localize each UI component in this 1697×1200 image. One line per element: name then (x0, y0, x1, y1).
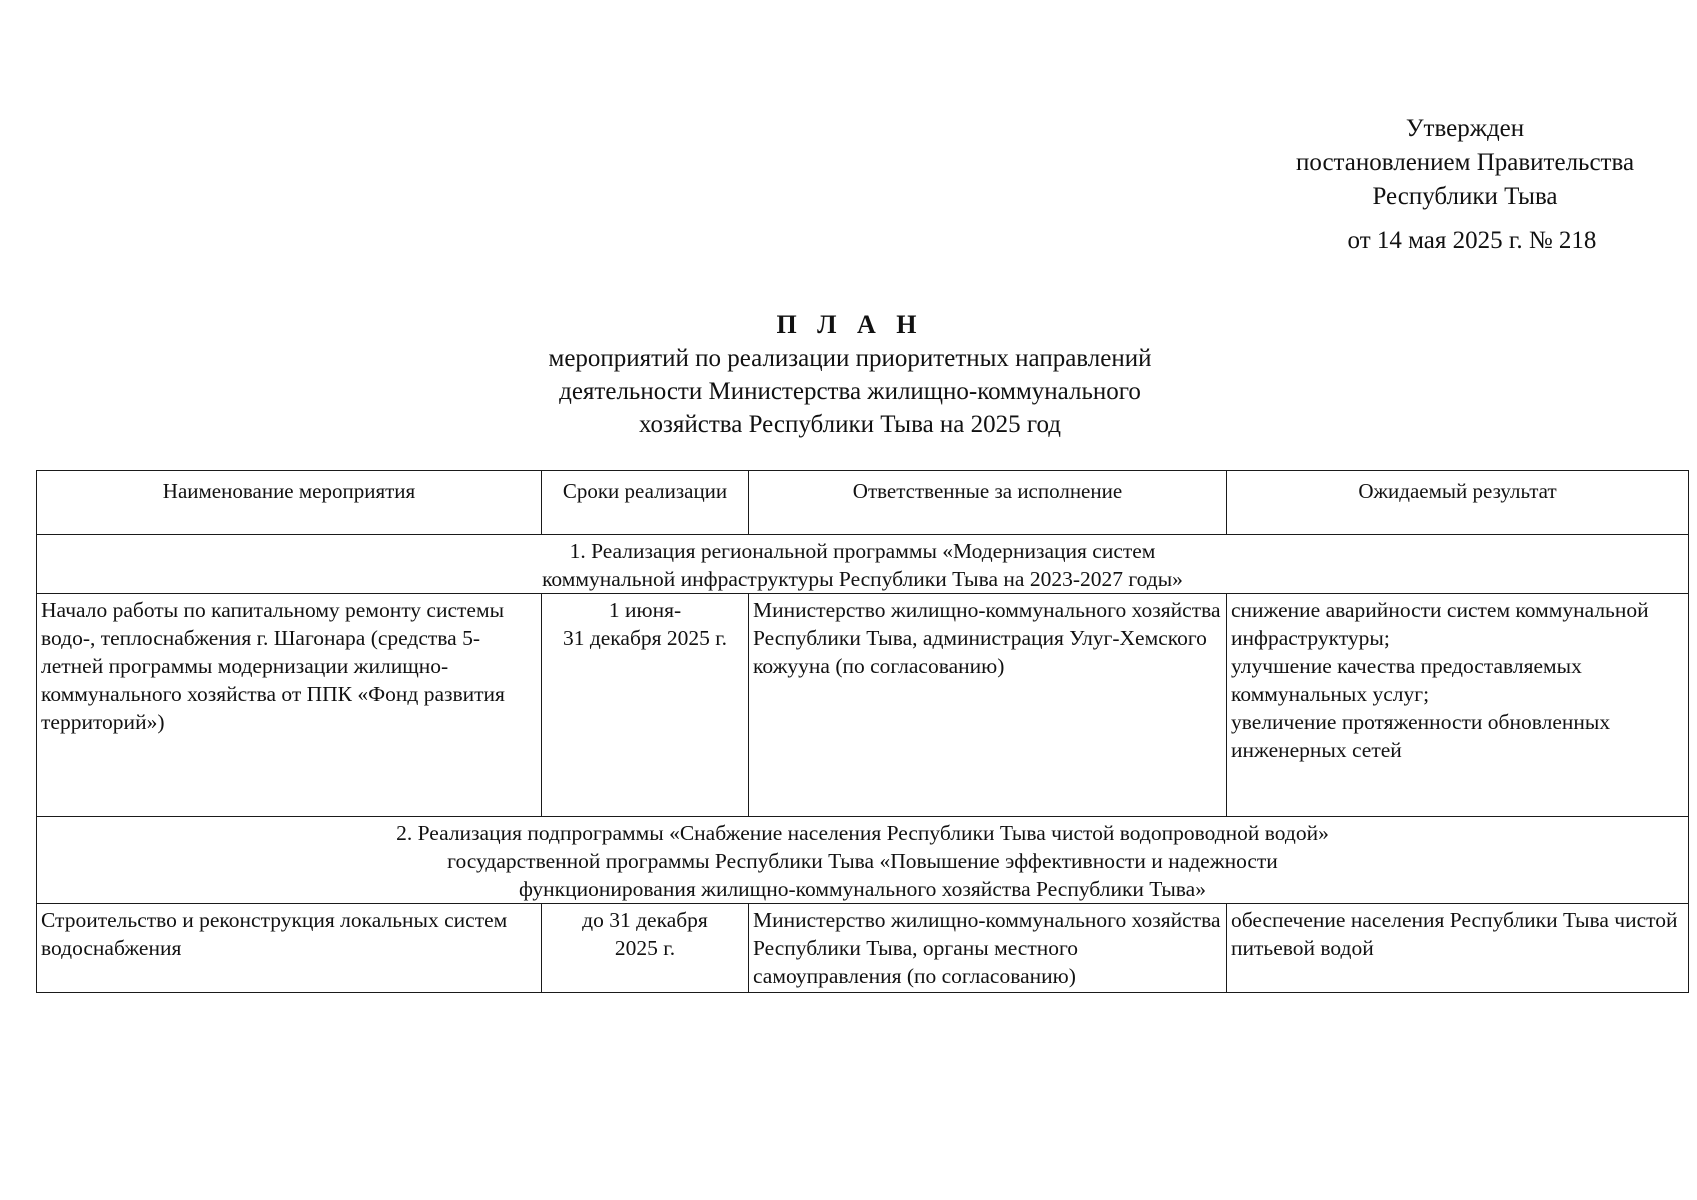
title-line-3: хозяйства Республики Тыва на 2025 год (638, 411, 1062, 438)
title-line-2: деятельности Министерства жилищно-коммунального (559, 378, 1141, 405)
approval-line-1: Утвержден (1405, 115, 1525, 142)
title-line-1: мероприятий по реализации приоритетных направлений (548, 345, 1152, 372)
approval-date: от 14 мая 2025 г. № 218 (1347, 227, 1597, 254)
section-heading (37, 817, 1689, 904)
header-term: Сроки реализации (542, 471, 749, 535)
cell-responsible: Министерство жилищно-коммунального хозяйства Республики Тыва, администрация Улуг-Хемского кожууна (по согласованию) (749, 594, 1227, 817)
title-main: П Л А Н (776, 310, 924, 339)
result-line: обеспечение населения Республики Тыва чистой питьевой водой (1231, 908, 1678, 960)
term-line: 1 июня- (608, 598, 682, 622)
result-line: увеличение протяженности обновленных инженерных сетей (1231, 710, 1611, 762)
section-heading-row (37, 817, 1689, 904)
header-result: Ожидаемый результат (1227, 471, 1689, 535)
header-name: Наименование мероприятия (37, 471, 542, 535)
section-heading-line: функционирования жилищно-коммунального хозяйства Республики Тыва» (519, 877, 1206, 901)
approval-line-3: Республики Тыва (1372, 183, 1558, 210)
section-heading-line: коммунальной инфраструктуры Республики Тыва на 2023-2027 годы» (542, 567, 1183, 591)
cell-name: Начало работы по капитальному ремонту системы водо-, теплоснабжения г. Шагонара (средства 5-летней программы модернизации жилищно-коммунального хозяйства от ППК «Фонд развития территорий») (37, 594, 542, 817)
section-heading-line: 2. Реализация подпрограммы «Снабжение населения Республики Тыва чистой водопроводной водой» (396, 821, 1329, 845)
section-heading (37, 535, 1689, 594)
cell-result (1227, 904, 1689, 993)
section-heading-row (37, 535, 1689, 594)
document-title (400, 308, 1300, 441)
term-line: 31 декабря 2025 г. (562, 626, 728, 650)
result-line: улучшение качества предоставляемых коммунальных услуг; (1231, 654, 1582, 706)
term-line: до 31 декабря (582, 908, 708, 932)
cell-term (542, 904, 749, 993)
plan-table (36, 470, 1689, 993)
header-responsible: Ответственные за исполнение (749, 471, 1227, 535)
section-heading-line: государственной программы Республики Тыва «Повышение эффективности и надежности (447, 849, 1278, 873)
term-line: 2025 г. (614, 936, 676, 960)
cell-term (542, 594, 749, 817)
section-heading-line: 1. Реализация региональной программы «Модернизация систем (569, 539, 1156, 563)
cell-name: Строительство и реконструкция локальных систем водоснабжения (37, 904, 542, 993)
approval-stamp (1255, 112, 1675, 258)
cell-responsible: Министерство жилищно-коммунального хозяйства Республики Тыва, органы местного самоуправления (по согласованию) (749, 904, 1227, 993)
table-row (37, 904, 1689, 993)
approval-line-2: постановлением Правительства (1295, 149, 1635, 176)
table-row (37, 594, 1689, 817)
table-header-row (37, 471, 1689, 535)
result-line: снижение аварийности систем коммунальной инфраструктуры; (1231, 598, 1649, 650)
cell-result (1227, 594, 1689, 817)
